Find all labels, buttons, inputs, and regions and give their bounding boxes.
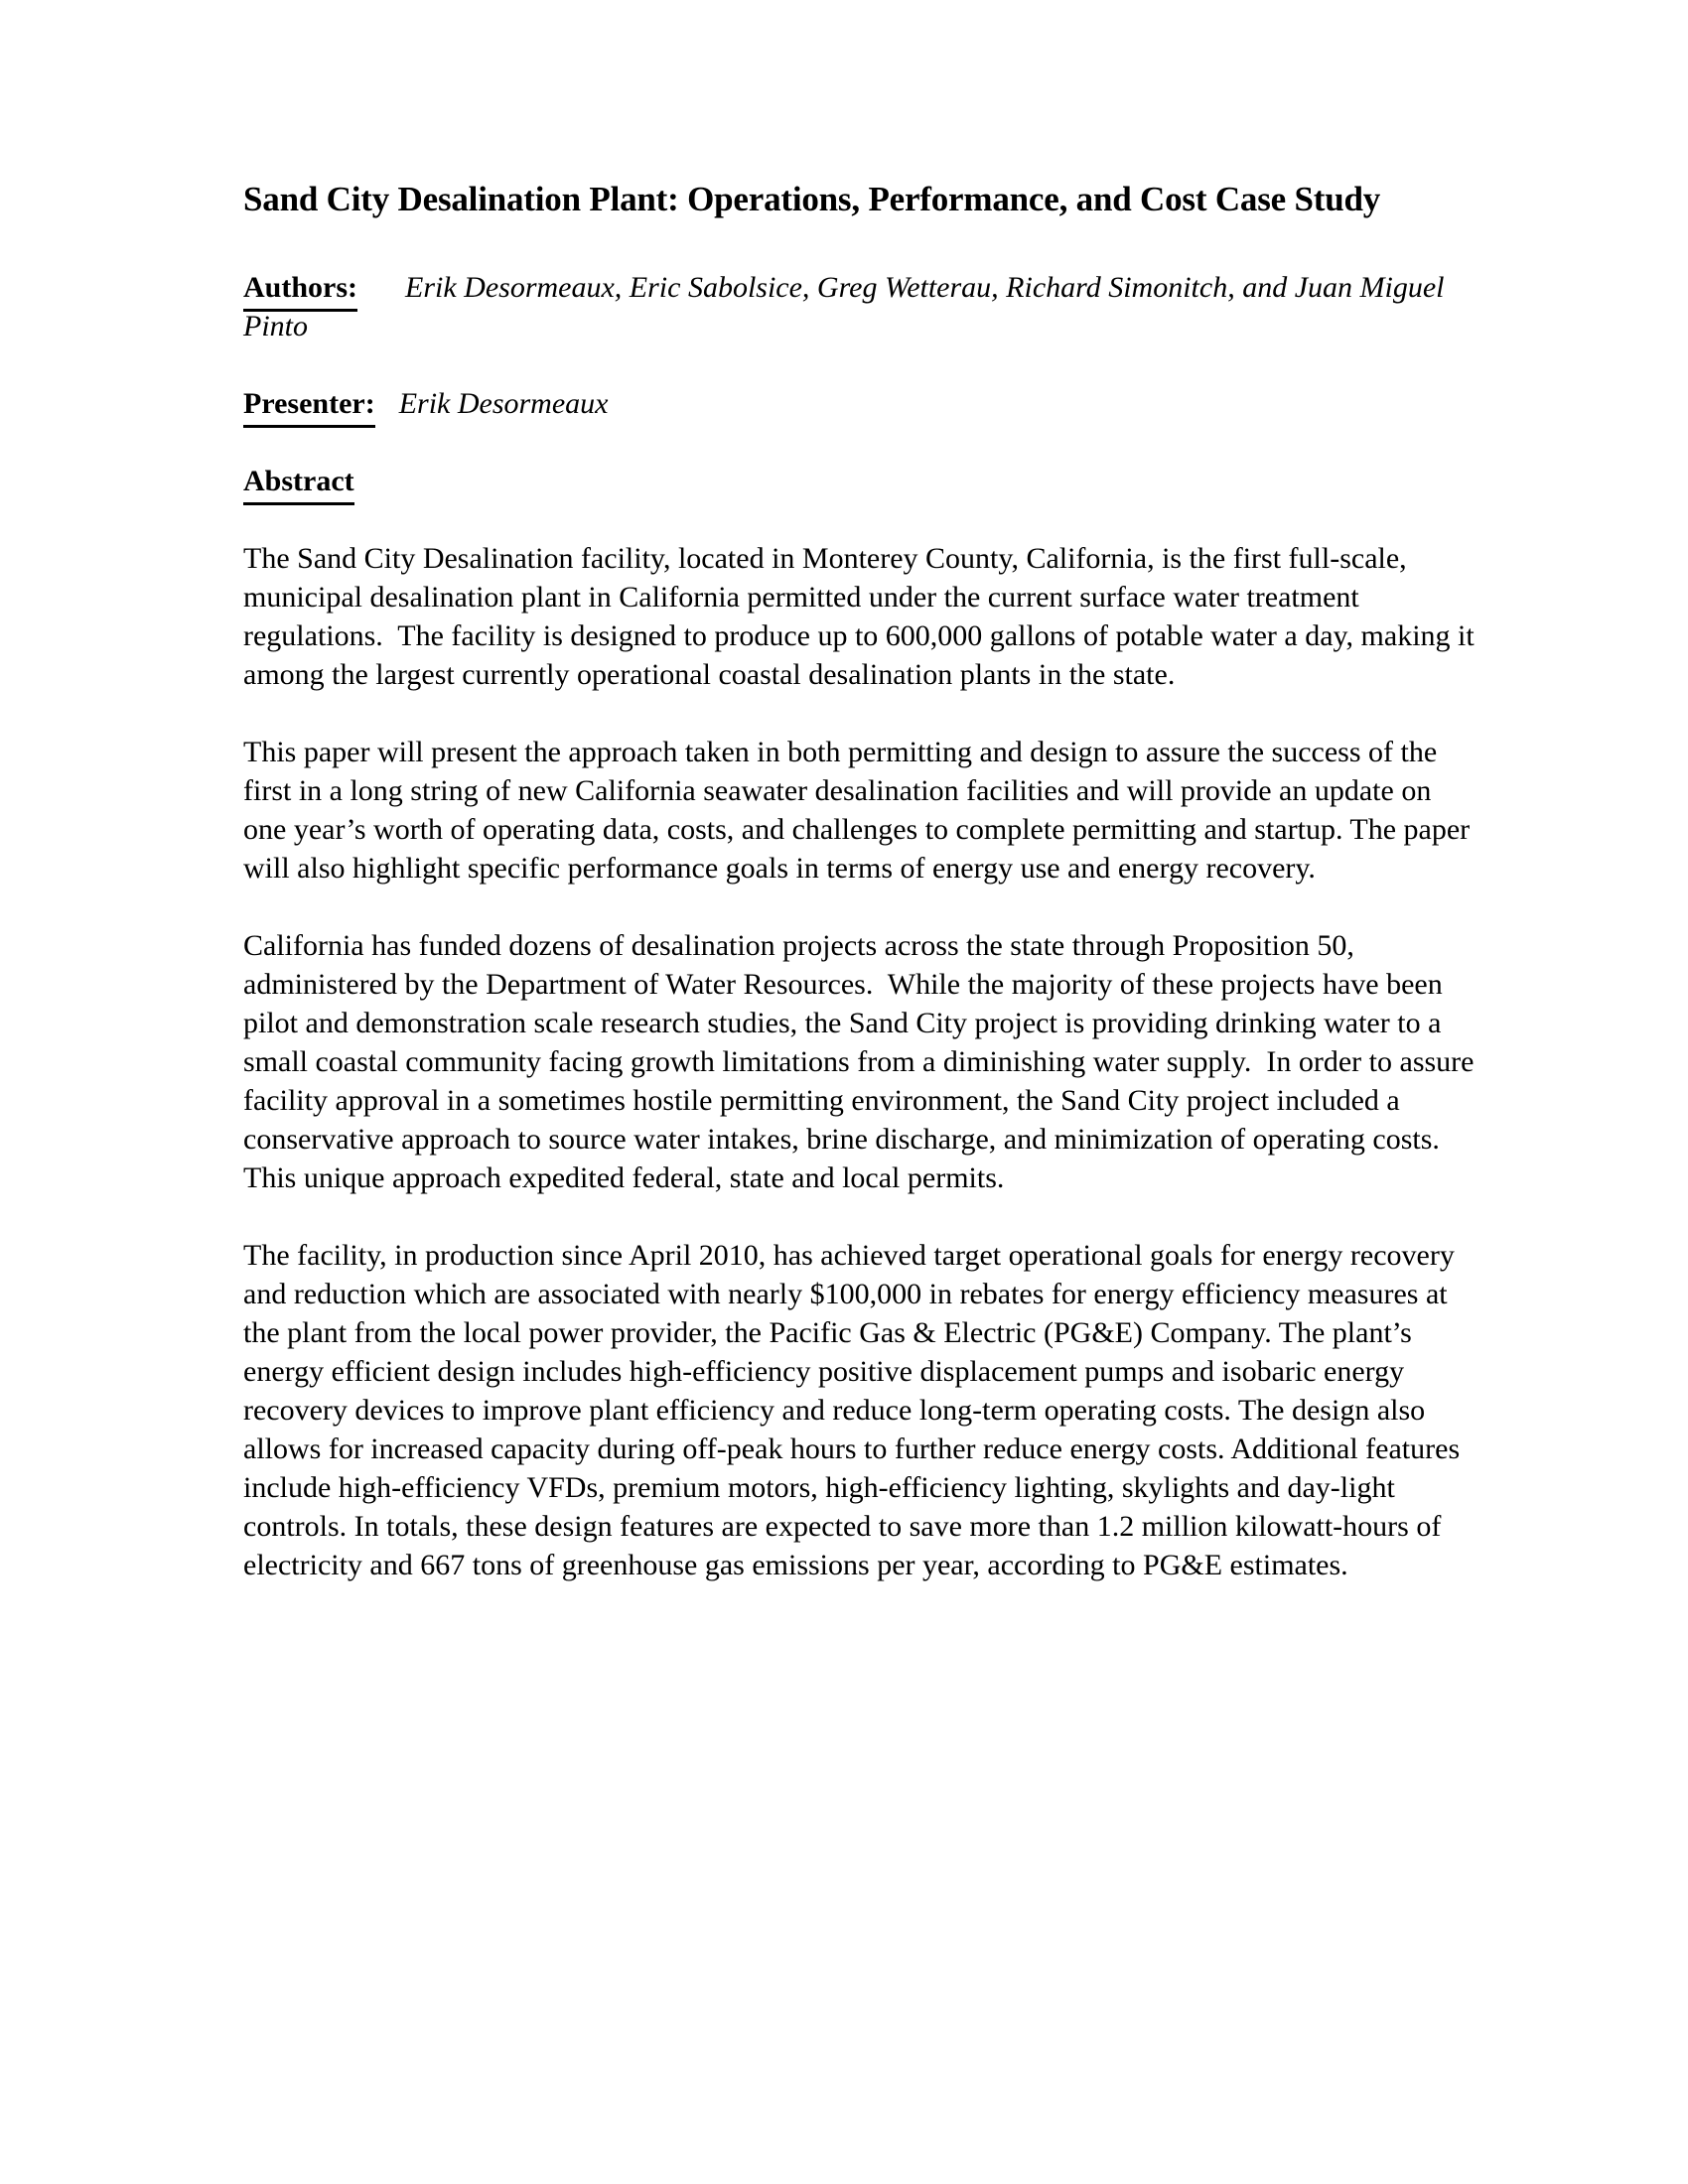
abstract-paragraph-4: The facility, in production since April 2010, has achieved target operational goals for energy recovery and reduction which are associated with nearly $100,000 in rebates for energy efficiency measures at the plant from the local power provider, the Pacific Gas & Electric (PG&E) Company. The plant’s energy efficient design includes high-efficiency positive displacement pumps and isobaric energy recovery devices to improve plant efficiency and reduce long-term operating costs. The design also allows for increased capacity during off-peak hours to further reduce energy costs. Additional features include high-efficiency VFDs, premium motors, high-efficiency lighting, skylights and day-light controls. In totals, these design features are expected to save more than 1.2 million kilowatt-hours of electricity and 667 tons of greenhouse gas emissions per year, according to PG&E estimates. (243, 1239, 1468, 1581)
abstract-paragraph-1: The Sand City Desalination facility, located in Monterey County, California, is the first full-scale, municipal desalination plant in California permitted under the current surface water treatment regulations. The facility is designed to produce up to 600,000 gallons of potable water a day, making it among the largest currently operational coastal desalination plants in the state. (243, 542, 1482, 691)
abstract-heading-label: Abstract (243, 462, 354, 505)
presenter-label: Presenter: (243, 384, 375, 428)
abstract-paragraph-3: California has funded dozens of desalination projects across the state through Proposition 50, administered by the Department of Water Resources. While the majority of these projects have been pilot and demonstration scale research studies, the Sand City project is providing drinking water to a small coastal community facing growth limitations from a diminishing water supply. In order to assure facility approval in a sometimes hostile permitting environment, the Sand City project included a conservative approach to source water intakes, brine discharge, and minimization of operating costs. This unique approach expedited federal, state and local permits. (243, 929, 1481, 1194)
authors-line (243, 268, 1475, 345)
abstract-paragraph-2: This paper will present the approach taken in both permitting and design to assure the success of the first in a long string of new California seawater desalination facilities and will provide an update on one year’s worth of operating data, costs, and challenges to complete permitting and startup. The paper will also highlight specific performance goals in terms of energy use and energy recovery. (243, 736, 1477, 885)
presenter-line (243, 384, 1475, 423)
abstract-heading (243, 462, 1475, 500)
presenter-name: Erik Desormeaux (398, 387, 609, 420)
paper-title: Sand City Desalination Plant: Operations, Performance, and Cost Case Study (243, 180, 1381, 218)
authors-names: Erik Desormeaux, Eric Sabolsice, Greg Wetterau, Richard Simonitch, and Juan Miguel Pinto (243, 271, 1445, 342)
authors-label: Authors: (243, 268, 357, 312)
